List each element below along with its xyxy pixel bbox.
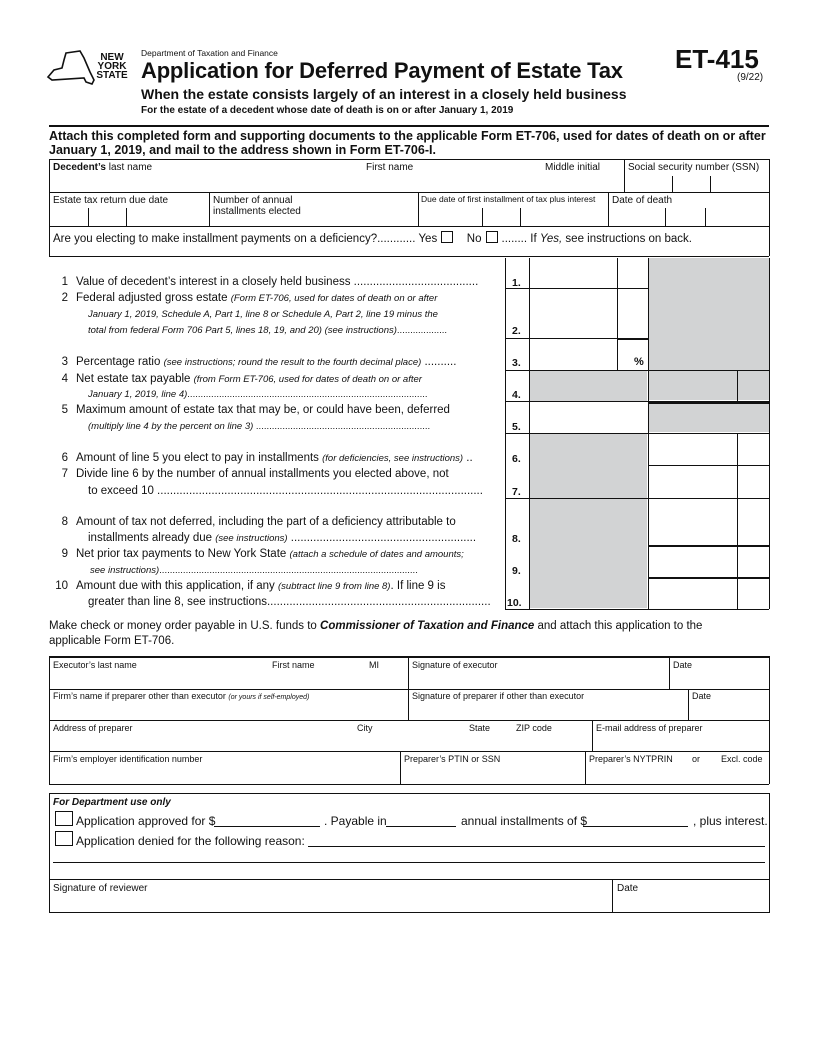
executor-signature-input[interactable] bbox=[409, 672, 668, 688]
first-installment-due-label: Due date of first installment of tax plus interest bbox=[421, 194, 596, 204]
decedent-middle-initial-input[interactable] bbox=[544, 174, 622, 191]
line-3-box-label: 3. bbox=[512, 357, 521, 369]
reviewer-date-input[interactable] bbox=[614, 895, 768, 911]
line-6-box-label: 6. bbox=[512, 453, 521, 465]
executor-last-name-input[interactable] bbox=[50, 672, 268, 688]
decedent-first-name-label: First name bbox=[366, 162, 414, 173]
preparer-nytprin-label: Preparer’s NYTPRIN bbox=[589, 754, 673, 764]
line-10-number: 10 bbox=[55, 580, 68, 592]
logo-line-2: YORK bbox=[97, 61, 127, 72]
line-5-subtext: (multiply line 4 by the percent on line 3) .................................................................. bbox=[88, 421, 431, 432]
return-due-date-label: Estate tax return due date bbox=[53, 195, 169, 206]
line-10-text: Amount due with this application, if any (subtract line 9 from line 8). If line 9 is bbox=[76, 580, 446, 592]
payment-instruction: Make check or money order payable in U.S. funds to Commissioner of Taxation and Finance and attach this application to the applicable Form ET-706. bbox=[49, 620, 703, 647]
denial-reason-input[interactable] bbox=[308, 832, 765, 862]
line-3-text: Percentage ratio (see instructions; round the result to the fourth decimal place) .......... bbox=[76, 356, 457, 368]
line-1-text: Value of decedent’s interest in a closely held business ....................................... bbox=[76, 276, 479, 288]
denied-label: Application denied for the following reason: bbox=[76, 834, 305, 848]
payable-in-label: . Payable in bbox=[324, 814, 387, 828]
reviewer-date-label: Date bbox=[617, 883, 639, 894]
preparer-signature-input[interactable] bbox=[409, 703, 687, 719]
executor-mi-label: MI bbox=[369, 660, 379, 670]
preparer-city-input[interactable] bbox=[354, 735, 464, 750]
header-rule bbox=[49, 125, 769, 127]
preparer-signature-label: Signature of preparer if other than executor bbox=[412, 691, 585, 701]
line-5-number: 5 bbox=[61, 404, 68, 416]
payment-payee: Commissioner of Taxation and Finance bbox=[320, 620, 535, 632]
preparer-address-input[interactable] bbox=[50, 735, 352, 750]
executor-first-name-label: First name bbox=[272, 660, 315, 670]
line-1-amount[interactable] bbox=[530, 259, 648, 287]
installments-of-label: annual installments of $ bbox=[461, 814, 588, 828]
line-8-text: Amount of tax not deferred, including the part of a deficiency attributable to bbox=[76, 516, 456, 528]
department-use-heading: For Department use only bbox=[53, 797, 171, 808]
page-title: Application for Deferred Payment of Estate Tax bbox=[141, 58, 623, 83]
line-7-box-label: 7. bbox=[512, 486, 521, 498]
line-9-amount[interactable] bbox=[649, 546, 769, 576]
line-8-box-label: 8. bbox=[512, 533, 521, 545]
preparer-ptin-label: Preparer’s PTIN or SSN bbox=[404, 754, 501, 764]
firm-name-input[interactable] bbox=[50, 703, 407, 719]
preparer-email-label: E-mail address of preparer bbox=[596, 723, 703, 733]
line-6-text: Amount of line 5 you elect to pay in installments (for deficiencies, see instructions) .. bbox=[76, 452, 473, 464]
line-6-number: 6 bbox=[61, 452, 68, 464]
form-subtitle: When the estate consists largely of an interest in a closely held business bbox=[141, 86, 627, 102]
line-2-number: 2 bbox=[61, 292, 68, 304]
date-of-death-input[interactable] bbox=[610, 208, 768, 225]
reviewer-signature-label: Signature of reviewer bbox=[53, 883, 148, 894]
form-number: ET-415 bbox=[675, 44, 759, 74]
nytprin-or-label: or bbox=[692, 754, 701, 764]
line-9-number: 9 bbox=[61, 548, 68, 560]
line-2-amount[interactable] bbox=[530, 289, 648, 337]
line-10-subtext: greater than line 8, see instructions...................................................................... bbox=[88, 596, 491, 608]
installments-elected-label: Number of annual installments elected bbox=[213, 195, 301, 217]
installments-elected-input[interactable] bbox=[211, 210, 416, 225]
line-2-text: Federal adjusted gross estate (Form ET-706, used for dates of death on or after bbox=[76, 292, 438, 304]
executor-mi-input[interactable] bbox=[367, 672, 407, 688]
line-8-amount[interactable] bbox=[649, 499, 769, 544]
line-4-text: Net estate tax payable (from Form ET-706, used for dates of death on or after bbox=[76, 373, 422, 385]
reviewer-signature-input[interactable] bbox=[50, 895, 611, 911]
executor-signature-label: Signature of executor bbox=[412, 660, 498, 670]
line-3-percentage[interactable] bbox=[530, 339, 648, 369]
line-2-subtext-2: total from federal Form 706 Part 5, lines 18, 19, and 20) (see instructions)................... bbox=[88, 325, 448, 336]
date-of-death-label: Date of death bbox=[612, 195, 673, 206]
excl-code-label: Excl. code bbox=[721, 754, 763, 764]
department-name: Department of Taxation and Finance bbox=[141, 48, 278, 58]
preparer-nytprin-input[interactable] bbox=[586, 766, 716, 783]
preparer-zip-input[interactable] bbox=[514, 735, 591, 750]
preparer-email-input[interactable] bbox=[593, 735, 768, 750]
preparer-date-input[interactable] bbox=[689, 703, 768, 719]
line-9-box-label: 9. bbox=[512, 565, 521, 577]
preparer-date-label: Date bbox=[692, 691, 712, 701]
line-1-number: 1 bbox=[61, 276, 68, 288]
line-4-subtext: January 1, 2019, line 4)........................................................................................... bbox=[88, 389, 428, 400]
executor-date-input[interactable] bbox=[670, 672, 768, 688]
preparer-ptin-input[interactable] bbox=[401, 766, 584, 783]
return-due-date-input[interactable] bbox=[50, 208, 207, 225]
attach-instruction: Attach this completed form and supporting documents to the applicable Form ET-706, used for dates of death on or after January 1, 2019, and mail to the address shown in Form ET-706-I. bbox=[49, 129, 766, 157]
percent-sign: % bbox=[634, 356, 644, 368]
line-7-number: 7 bbox=[61, 468, 68, 480]
decedent-last-name-input[interactable] bbox=[50, 174, 360, 191]
line-7-amount[interactable] bbox=[649, 466, 769, 497]
preparer-state-label: State bbox=[469, 723, 491, 733]
line-8-subtext: installments already due (see instructions) .......................................................... bbox=[88, 532, 477, 544]
firm-name-label: Firm’s name if preparer other than executor (or yours if self-employed) bbox=[53, 691, 310, 701]
line-8-number: 8 bbox=[61, 516, 68, 528]
line-10-box-label: 10. bbox=[507, 597, 522, 609]
deficiency-no-label: No bbox=[466, 233, 482, 245]
application-denied-checkbox[interactable] bbox=[55, 831, 73, 846]
line-9-text: Net prior tax payments to New York State (attach a schedule of dates and amounts; bbox=[76, 548, 464, 560]
preparer-state-input[interactable] bbox=[466, 735, 512, 750]
line-2-box-label: 2. bbox=[512, 325, 521, 337]
decedent-first-name-input[interactable] bbox=[364, 174, 539, 191]
deficiency-no-checkbox[interactable] bbox=[486, 231, 498, 243]
logo-line-1: NEW bbox=[100, 52, 124, 63]
deficiency-question: Are you electing to make installment payments on a deficiency?............ Yes No ........ If Yes, see instructions on back. bbox=[53, 233, 692, 245]
line-3-number: 3 bbox=[61, 356, 68, 368]
line-7-subtext: to exceed 10 ...................................................................................................... bbox=[88, 485, 483, 497]
line-10-amount[interactable] bbox=[649, 578, 769, 608]
executor-date-label: Date bbox=[673, 660, 693, 670]
line-5-amount[interactable] bbox=[530, 402, 648, 432]
installments-count-input[interactable] bbox=[386, 812, 456, 826]
line-4-number: 4 bbox=[61, 373, 68, 385]
line-5-text: Maximum amount of estate tax that may be, or could have been, deferred bbox=[76, 404, 450, 416]
new-york-state-map-icon bbox=[46, 50, 96, 88]
line-5-box-label: 5. bbox=[512, 421, 521, 433]
approved-label: Application approved for $ bbox=[76, 814, 216, 828]
form-revision: (9/22) bbox=[737, 72, 764, 83]
logo-line-3: STATE bbox=[96, 70, 128, 81]
line-6-amount[interactable] bbox=[649, 434, 769, 464]
excl-code-input[interactable] bbox=[718, 766, 768, 783]
firm-ein-label: Firm’s employer identification number bbox=[53, 754, 203, 764]
executor-last-name-label: Executor’s last name bbox=[53, 660, 137, 670]
line-4-box-label: 4. bbox=[512, 389, 521, 401]
line-9-subtext: see instructions).................................................................................................. bbox=[90, 565, 418, 576]
form-subtitle-2: For the estate of a decedent whose date of death is on or after January 1, 2019 bbox=[141, 105, 514, 116]
line-1-box-label: 1. bbox=[512, 277, 521, 289]
decedent-last-name-label: Decedent’s last name bbox=[53, 162, 153, 173]
deficiency-yes-checkbox[interactable] bbox=[441, 231, 453, 243]
executor-first-name-input[interactable] bbox=[270, 672, 365, 688]
line-2-subtext-1: January 1, 2019, Schedule A, Part 1, line 8 or Schedule A, Part 2, line 19 minus the bbox=[88, 309, 438, 320]
preparer-zip-label: ZIP code bbox=[516, 723, 552, 733]
approved-amount-input[interactable] bbox=[214, 812, 320, 826]
line-4-amount[interactable] bbox=[649, 371, 769, 401]
preparer-city-label: City bbox=[357, 723, 373, 733]
state-logo-text bbox=[92, 53, 132, 80]
decedent-middle-initial-label: Middle initial bbox=[545, 162, 601, 173]
line-7-text: Divide line 6 by the number of annual installments you elected above, not bbox=[76, 468, 449, 480]
preparer-address-label: Address of preparer bbox=[53, 723, 133, 733]
application-approved-checkbox[interactable] bbox=[55, 811, 73, 826]
firm-ein-input[interactable] bbox=[50, 766, 399, 783]
installment-amount-input[interactable] bbox=[583, 812, 688, 826]
decedent-ssn-label: Social security number (SSN) bbox=[628, 162, 760, 173]
plus-interest-label: , plus interest. bbox=[693, 814, 768, 828]
first-installment-due-input[interactable] bbox=[420, 208, 606, 225]
decedent-ssn-input[interactable] bbox=[625, 176, 768, 191]
deficiency-yes-label: Yes bbox=[418, 233, 438, 245]
